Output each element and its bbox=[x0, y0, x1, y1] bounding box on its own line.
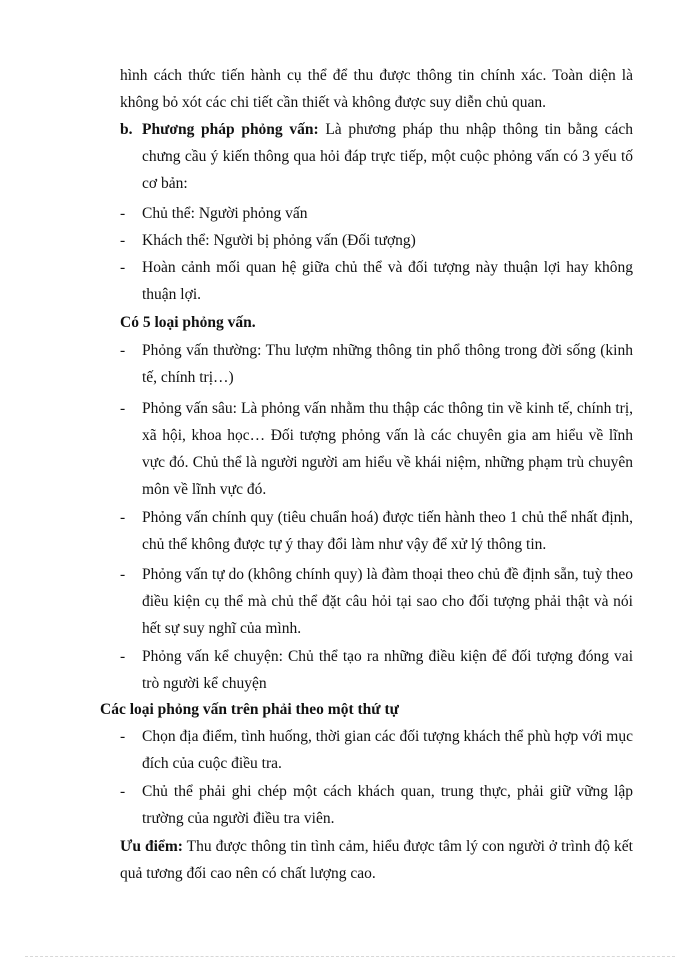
types-heading: Có 5 loại phỏng vấn. bbox=[120, 314, 256, 331]
factor-text: Chủ thể: Người phỏng vấn bbox=[142, 205, 308, 222]
bullet-dash: - bbox=[120, 205, 126, 222]
factor-text: Khách thể: Người bị phỏng vấn (Đối tượng) bbox=[142, 232, 416, 249]
advantage-paragraph bbox=[120, 833, 633, 887]
section-b-marker: b. bbox=[120, 121, 133, 138]
type-item bbox=[120, 395, 633, 503]
page-bottom-divider bbox=[25, 956, 675, 957]
bullet-dash: - bbox=[120, 259, 126, 276]
bullet-dash: - bbox=[120, 728, 126, 745]
order-text: Chọn địa điểm, tình huống, thời gian các đối tượng khách thể phù hợp với mục đích của cuộc điều tra. bbox=[142, 728, 633, 772]
section-b-title: Phương pháp phỏng vấn: bbox=[142, 121, 319, 138]
factor-item bbox=[120, 200, 633, 227]
type-text: Phỏng vấn kể chuyện: Chủ thể tạo ra những điều kiện để đối tượng đóng vai trò người kể chuyện bbox=[142, 648, 633, 692]
type-item bbox=[120, 643, 633, 697]
type-text: Phỏng vấn thường: Thu lượm những thông tin phổ thông trong đời sống (kinh tế, chính trị…) bbox=[142, 342, 633, 386]
bullet-dash: - bbox=[120, 342, 126, 359]
intro-paragraph: hình cách thức tiến hành cụ thể để thu được thông tin chính xác. Toàn diện là không bỏ xót các chi tiết cần thiết và không được suy diễn chủ quan. bbox=[120, 67, 633, 111]
type-text: Phỏng vấn sâu: Là phỏng vấn nhằm thu thập các thông tin về kinh tế, chính trị, xã hội, khoa học… Đối tượng phỏng vấn là các chuyên gia am hiểu về lĩnh vực đó. Chủ thể là người người am hiểu về khái niệm, những phạm trù chuyên môn về lĩnh vực đó. bbox=[142, 400, 633, 498]
order-item bbox=[120, 723, 633, 777]
section-b-body: Là phương pháp thu nhập thông tin bằng cách chưng cầu ý kiến thông qua hỏi đáp trực tiếp, một cuộc phỏng vấn có 3 yếu tố cơ bản: bbox=[142, 121, 633, 192]
type-item bbox=[120, 561, 633, 642]
type-item bbox=[120, 337, 633, 391]
bullet-dash: - bbox=[120, 400, 126, 417]
type-text: Phỏng vấn tự do (không chính quy) là đàm thoại theo chủ đề định sẵn, tuỳ theo điều kiện cụ thể mà chủ thể đặt câu hỏi tại sao cho đối tượng phải thật và nói hết sự suy nghĩ của mình. bbox=[142, 566, 633, 637]
bullet-dash: - bbox=[120, 232, 126, 249]
order-item bbox=[120, 778, 633, 832]
order-heading: Các loại phỏng vấn trên phải theo một thứ tự bbox=[100, 701, 399, 718]
section-b bbox=[120, 116, 633, 197]
type-item bbox=[120, 504, 633, 558]
advantage-body: Thu được thông tin tình cảm, hiểu được tâm lý con người ở trình độ kết quả tương đối cao nên có chất lượng cao. bbox=[120, 838, 633, 882]
bullet-dash: - bbox=[120, 509, 126, 526]
type-text: Phỏng vấn chính quy (tiêu chuẩn hoá) được tiến hành theo 1 chủ thể nhất định, chủ thể không được tự ý thay đổi làm như vậy để xử lý thông tin. bbox=[142, 509, 633, 553]
factor-item bbox=[120, 227, 633, 254]
order-text: Chủ thể phải ghi chép một cách khách quan, trung thực, phải giữ vững lập trường của người điều tra viên. bbox=[142, 783, 633, 827]
factor-item bbox=[120, 254, 633, 308]
bullet-dash: - bbox=[120, 648, 126, 665]
advantage-label: Ưu điểm: bbox=[120, 838, 183, 855]
bullet-dash: - bbox=[120, 783, 126, 800]
factor-text: Hoàn cảnh mối quan hệ giữa chủ thể và đối tượng này thuận lợi hay không thuận lợi. bbox=[142, 259, 633, 303]
bullet-dash: - bbox=[120, 566, 126, 583]
